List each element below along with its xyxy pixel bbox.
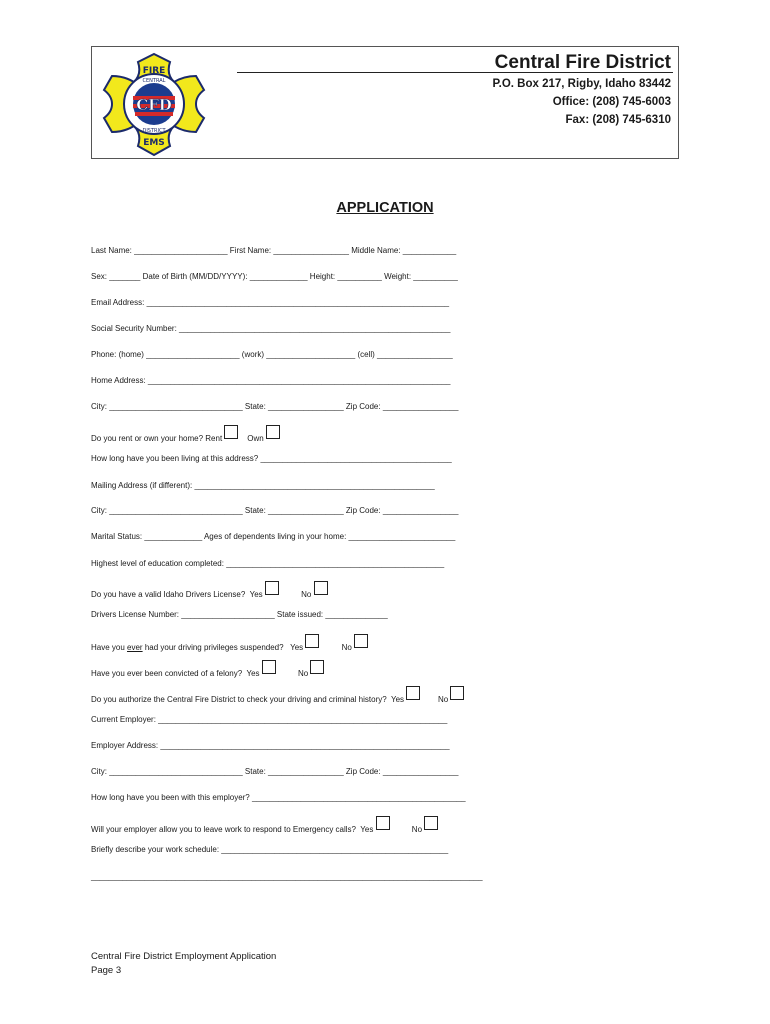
license-number-row[interactable]: Drivers License Number: _____________________ State issued: ______________ <box>91 610 388 619</box>
org-name: Central Fire District <box>494 52 671 73</box>
mailing-address-row[interactable]: Mailing Address (if different): ______________________________________________________ <box>91 481 435 490</box>
emergency-calls-row: Will your employer allow you to leave work to respond to Emergency calls? Yes No <box>91 816 691 838</box>
org-address: P.O. Box 217, Rigby, Idaho 83442 <box>492 78 671 90</box>
page-title: APPLICATION <box>336 200 434 216</box>
current-employer-row[interactable]: Current Employer: _________________________________________________________________ <box>91 715 448 724</box>
privileges-suspended-row: Have you ever had your driving privileges suspended? Yes No <box>91 634 691 656</box>
rent-checkbox[interactable] <box>224 425 238 439</box>
drivers-license-question-row: Do you have a valid Idaho Drivers License? Yes No <box>91 581 691 603</box>
logo-ring-bottom: DISTRICT <box>142 128 166 134</box>
emergency-no-checkbox[interactable] <box>424 816 438 830</box>
fire-district-logo <box>100 52 208 157</box>
employer-duration-row[interactable]: How long have you been with this employer? ________________________________________________ <box>91 793 466 802</box>
rent-own-row: Do you rent or own your home? Rent Own <box>91 425 691 447</box>
logo-ring-top: CENTRAL <box>142 78 166 84</box>
authorize-yes-checkbox[interactable] <box>406 686 420 700</box>
logo-bottom-text: EMS <box>143 138 165 148</box>
authorize-no-checkbox[interactable] <box>450 686 464 700</box>
license-no-checkbox[interactable] <box>314 581 328 595</box>
work-schedule-row[interactable]: Briefly describe your work schedule: ___________________________________________________ <box>91 845 449 854</box>
work-schedule-continuation-row[interactable]: ________________________________________________________________________________________ <box>91 872 483 881</box>
license-yes-checkbox[interactable] <box>265 581 279 595</box>
education-row[interactable]: Highest level of education completed: _________________________________________________ <box>91 559 445 568</box>
own-checkbox[interactable] <box>266 425 280 439</box>
emergency-yes-checkbox[interactable] <box>376 816 390 830</box>
city-state-zip-row[interactable]: City: ______________________________ State: _________________ Zip Code: _________________ <box>91 402 459 411</box>
felony-row: Have you ever been convicted of a felony? Yes No <box>91 660 691 682</box>
logo-top-text: FIRE <box>142 66 166 76</box>
contact-block <box>492 51 671 129</box>
suspended-no-checkbox[interactable] <box>354 634 368 648</box>
marital-status-row[interactable]: Marital Status: _____________ Ages of dependents living in your home: ________________________ <box>91 532 456 541</box>
footer-page-number: Page 3 <box>91 965 122 976</box>
phone-row[interactable]: Phone: (home) _____________________ (work) ____________________ (cell) _________________ <box>91 350 453 359</box>
felony-no-checkbox[interactable] <box>310 660 324 674</box>
ssn-row[interactable]: Social Security Number: _____________________________________________________________ <box>91 324 451 333</box>
page-footer <box>91 950 276 978</box>
letterhead <box>91 46 679 159</box>
sex-dob-row[interactable]: Sex: _______ Date of Birth (MM/DD/YYYY): _____________ Height: __________ Weight: __________ <box>91 272 458 281</box>
suspended-yes-checkbox[interactable] <box>305 634 319 648</box>
org-fax: Fax: (208) 745-6310 <box>565 114 671 126</box>
org-office-phone: Office: (208) 745-6003 <box>552 96 671 108</box>
home-address-row[interactable]: Home Address: ____________________________________________________________________ <box>91 376 451 385</box>
felony-yes-checkbox[interactable] <box>262 660 276 674</box>
employer-address-row[interactable]: Employer Address: _________________________________________________________________ <box>91 741 450 750</box>
mailing-city-state-zip-row[interactable]: City: ______________________________ State: _________________ Zip Code: _________________ <box>91 506 459 515</box>
background-check-row: Do you authorize the Central Fire District to check your driving and criminal history? Yes No <box>91 686 691 708</box>
footer-doc-name: Central Fire District Employment Application <box>91 951 277 962</box>
logo-monogram: CFD <box>136 96 172 114</box>
residence-duration-row[interactable]: How long have you been living at this address? ___________________________________________ <box>91 454 452 463</box>
employer-city-state-zip-row[interactable]: City: ______________________________ State: _________________ Zip Code: _________________ <box>91 767 459 776</box>
name-row[interactable]: Last Name: _____________________ First Name: _________________ Middle Name: ____________ <box>91 246 457 255</box>
email-row[interactable]: Email Address: ____________________________________________________________________ <box>91 298 450 307</box>
